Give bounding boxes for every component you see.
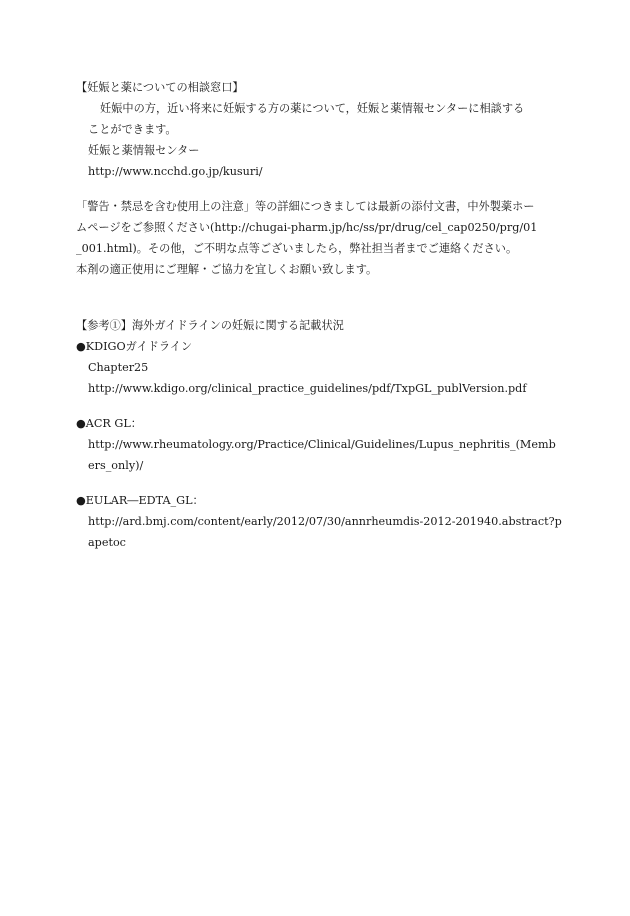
guideline-url-link[interactable]: http://ard.bmj.com/content/early/2012/07/30/annrheumdis-2012-201940.abstract?p bbox=[88, 515, 562, 528]
consult-body-line: ことができます。 bbox=[88, 123, 177, 136]
center-url-link[interactable]: http://www.ncchd.go.jp/kusuri/ bbox=[88, 165, 263, 178]
consult-heading: 【妊娠と薬についての相談窓口】 bbox=[76, 81, 244, 94]
notice-line: 本剤の適正使用にご理解・ご協力を宜しくお願い致します。 bbox=[76, 263, 378, 276]
notice-line: _001.html)。その他，ご不明な点等ございましたら，弊社担当者までご連絡ください。 bbox=[76, 242, 518, 255]
consult-body-line: 妊娠中の方，近い将来に妊娠する方の薬について，妊娠と薬情報センターに相談する bbox=[100, 102, 525, 115]
notice-line: ムページをご参照ください(http://chugai-pharm.jp/hc/ss/pr/drug/cel_cap0250/prg/01 bbox=[76, 221, 538, 234]
guideline-title-acr: ●ACR GL： bbox=[76, 417, 142, 430]
guideline-url-link[interactable]: apetoc bbox=[88, 536, 126, 549]
guideline-url-link[interactable]: http://www.rheumatology.org/Practice/Clinical/Guidelines/Lupus_nephritis_(Memb bbox=[88, 438, 556, 451]
center-name: 妊娠と薬情報センター bbox=[88, 144, 200, 157]
guideline-url-link[interactable]: http://www.kdigo.org/clinical_practice_guidelines/pdf/TxpGL_publVersion.pdf bbox=[88, 382, 527, 395]
guideline-detail: Chapter25 bbox=[88, 361, 149, 374]
guideline-title-kdigo: ●KDIGOガイドライン bbox=[76, 340, 193, 353]
notice-line: 「警告・禁忌を含む使用上の注意」等の詳細につきましては最新の添付文書，中外製薬ホー bbox=[76, 200, 535, 213]
guideline-title-eular: ●EULAR―EDTA_GL： bbox=[76, 494, 204, 507]
guideline-url-link[interactable]: ers_only)/ bbox=[88, 459, 144, 472]
reference-heading: 【参考①】海外ガイドラインの妊娠に関する記載状況 bbox=[76, 319, 344, 332]
